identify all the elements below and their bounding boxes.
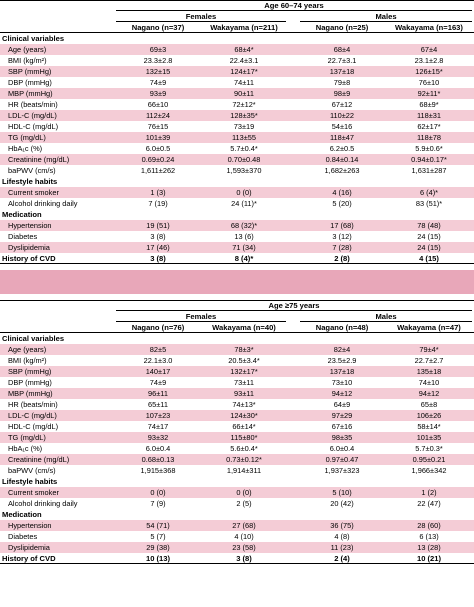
row-value: 22.1±3.0 bbox=[143, 356, 173, 365]
row-value: 71 (34) bbox=[232, 243, 256, 252]
section-header bbox=[0, 176, 474, 187]
row-value: 78±3* bbox=[234, 345, 254, 354]
column-header-row bbox=[0, 22, 474, 33]
rule-line bbox=[0, 0, 474, 1]
row-value: 90±11 bbox=[234, 89, 254, 98]
row-value: 4 (10) bbox=[234, 532, 254, 541]
row-value: 54±16 bbox=[331, 122, 353, 131]
row-value: 67±16 bbox=[331, 422, 353, 431]
row-label: LDL-C (mg/dL) bbox=[8, 411, 57, 420]
row-value: 24 (15) bbox=[417, 232, 441, 241]
row-value: 65±8 bbox=[420, 400, 438, 409]
section-header bbox=[0, 509, 474, 520]
table-row bbox=[0, 366, 474, 377]
row-label: Alcohol drinking daily bbox=[8, 499, 78, 508]
section-label: Medication bbox=[2, 510, 42, 519]
row-value: 74±9 bbox=[149, 78, 167, 87]
row-value: 106±26 bbox=[416, 411, 442, 420]
row-value: 83 (51)* bbox=[415, 199, 443, 208]
row-label: HR (beats/min) bbox=[8, 100, 58, 109]
row-value: 20 (42) bbox=[330, 499, 354, 508]
row-value: 79±4* bbox=[419, 345, 439, 354]
row-label: baPWV (cm/s) bbox=[8, 166, 56, 175]
row-value: 69±3 bbox=[149, 45, 167, 54]
row-value: 0.68±0.13 bbox=[141, 455, 175, 464]
row-value: 0.70±0.48 bbox=[227, 155, 261, 164]
row-value: 17 (68) bbox=[330, 221, 354, 230]
row-value: 107±23 bbox=[145, 411, 171, 420]
row-value: 22 (47) bbox=[417, 499, 441, 508]
row-value: 74±10 bbox=[418, 378, 440, 387]
row-value: 3 (12) bbox=[332, 232, 352, 241]
row-value: 73±10 bbox=[331, 378, 353, 387]
table-row bbox=[0, 443, 474, 454]
column-header: Nagano (n=25) bbox=[315, 23, 369, 32]
row-label: TG (mg/dL) bbox=[8, 133, 46, 142]
row-value: 10 (13) bbox=[145, 554, 171, 563]
table-row bbox=[0, 132, 474, 143]
row-value: 23.5±2.9 bbox=[327, 356, 357, 365]
row-value: 76±15 bbox=[147, 122, 169, 131]
table-row bbox=[0, 165, 474, 176]
table-row bbox=[0, 242, 474, 253]
table-title-row bbox=[0, 0, 474, 11]
row-value: 5.7±0.4* bbox=[230, 144, 258, 153]
row-label: BMI (kg/m²) bbox=[8, 56, 47, 65]
column-header: Wakayama (n=163) bbox=[395, 23, 463, 32]
row-value: 58±14* bbox=[417, 422, 441, 431]
row-value: 112±24 bbox=[145, 111, 171, 120]
table-row bbox=[0, 454, 474, 465]
row-label: TG (mg/dL) bbox=[8, 433, 46, 442]
table-row bbox=[0, 553, 474, 564]
column-header-row bbox=[0, 322, 474, 333]
row-value: 0.69±0.24 bbox=[141, 155, 175, 164]
column-header: Wakayama (n=40) bbox=[212, 323, 276, 332]
row-value: 68±4* bbox=[234, 45, 254, 54]
row-value: 66±14* bbox=[232, 422, 256, 431]
table-1 bbox=[0, 300, 474, 564]
table-row bbox=[0, 66, 474, 77]
row-value: 97±29 bbox=[331, 411, 353, 420]
row-value: 5 (10) bbox=[332, 488, 352, 497]
row-value: 1 (3) bbox=[150, 188, 166, 197]
table-row bbox=[0, 531, 474, 542]
row-value: 3 (8) bbox=[150, 232, 166, 241]
row-label: Diabetes bbox=[8, 532, 38, 541]
table-row bbox=[0, 421, 474, 432]
row-value: 6.0±0.4 bbox=[145, 444, 171, 453]
section-header bbox=[0, 33, 474, 44]
row-value: 93±11 bbox=[234, 389, 254, 398]
group-header-females: Females bbox=[185, 312, 217, 321]
table-row bbox=[0, 198, 474, 209]
table-row bbox=[0, 187, 474, 198]
table-separator-band bbox=[0, 270, 474, 294]
row-value: 98±35 bbox=[331, 433, 353, 442]
row-value: 13 (28) bbox=[417, 543, 441, 552]
row-value: 65±11 bbox=[148, 400, 168, 409]
row-value: 23.1±2.8 bbox=[414, 56, 444, 65]
row-label: Age (years) bbox=[8, 345, 47, 354]
row-label: HDL-C (mg/dL) bbox=[8, 122, 59, 131]
row-value: 28 (60) bbox=[417, 521, 441, 530]
row-value: 68±9* bbox=[419, 100, 439, 109]
row-value: 22.4±3.1 bbox=[229, 56, 259, 65]
row-value: 7 (28) bbox=[332, 243, 352, 252]
row-value: 118±78 bbox=[416, 133, 442, 142]
group-header-males: Males bbox=[375, 12, 397, 21]
table-row bbox=[0, 77, 474, 88]
row-label: MBP (mmHg) bbox=[8, 389, 53, 398]
table-row bbox=[0, 465, 474, 476]
table-row bbox=[0, 432, 474, 443]
row-label: Age (years) bbox=[8, 45, 47, 54]
section-label: Medication bbox=[2, 210, 42, 219]
row-value: 118±31 bbox=[416, 111, 442, 120]
row-value: 23.3±2.8 bbox=[143, 56, 173, 65]
row-label: HR (beats/min) bbox=[8, 400, 58, 409]
table-row bbox=[0, 121, 474, 132]
row-value: 98±9 bbox=[333, 89, 351, 98]
row-value: 96±11 bbox=[148, 389, 168, 398]
row-value: 2 (4) bbox=[334, 554, 350, 563]
row-value: 2 (5) bbox=[236, 499, 252, 508]
row-value: 6 (13) bbox=[419, 532, 439, 541]
group-header-row bbox=[0, 311, 474, 322]
table-row bbox=[0, 498, 474, 509]
column-header: Nagano (n=37) bbox=[131, 23, 185, 32]
row-value: 94±12 bbox=[331, 389, 353, 398]
group-header-row bbox=[0, 11, 474, 22]
row-value: 5.6±0.4* bbox=[230, 444, 258, 453]
row-value: 1,682±263 bbox=[324, 166, 360, 175]
row-label: BMI (kg/m²) bbox=[8, 356, 47, 365]
row-value: 5.9±0.6* bbox=[415, 144, 443, 153]
table-row bbox=[0, 388, 474, 399]
row-value: 0.94±0.17* bbox=[411, 155, 447, 164]
column-header: Wakayama (n=47) bbox=[397, 323, 461, 332]
row-value: 0 (0) bbox=[150, 488, 166, 497]
row-label: Current smoker bbox=[8, 488, 59, 497]
column-header: Wakayama (n=211) bbox=[210, 23, 278, 32]
row-value: 10 (21) bbox=[416, 554, 442, 563]
row-value: 7 (19) bbox=[148, 199, 168, 208]
table-row bbox=[0, 520, 474, 531]
row-value: 115±80* bbox=[230, 433, 258, 442]
row-value: 36 (75) bbox=[330, 521, 354, 530]
table-row bbox=[0, 399, 474, 410]
row-value: 13 (6) bbox=[234, 232, 254, 241]
row-label: History of CVD bbox=[2, 254, 56, 263]
table-row bbox=[0, 99, 474, 110]
row-value: 126±15* bbox=[415, 67, 443, 76]
row-value: 4 (16) bbox=[332, 188, 352, 197]
row-value: 132±15 bbox=[145, 67, 171, 76]
table-row bbox=[0, 88, 474, 99]
table-row bbox=[0, 355, 474, 366]
row-label: History of CVD bbox=[2, 554, 56, 563]
row-value: 128±35* bbox=[230, 111, 258, 120]
table-0 bbox=[0, 0, 474, 264]
row-value: 1,593±370 bbox=[226, 166, 262, 175]
table-title-row bbox=[0, 300, 474, 311]
row-value: 101±35 bbox=[416, 433, 442, 442]
row-value: 67±12 bbox=[331, 100, 353, 109]
row-value: 137±18 bbox=[329, 367, 355, 376]
row-value: 76±10 bbox=[418, 78, 440, 87]
column-header: Nagano (n=76) bbox=[131, 323, 185, 332]
table-row bbox=[0, 253, 474, 264]
row-value: 82±4 bbox=[333, 345, 351, 354]
row-value: 1,937±323 bbox=[324, 466, 360, 475]
row-value: 4 (8) bbox=[334, 532, 350, 541]
row-value: 0.97±0.47 bbox=[325, 455, 359, 464]
row-value: 7 (9) bbox=[150, 499, 166, 508]
section-label: Lifestyle habits bbox=[2, 477, 58, 486]
row-value: 1,915±368 bbox=[140, 466, 176, 475]
row-value: 118±47 bbox=[329, 133, 355, 142]
row-value: 94±12 bbox=[418, 389, 440, 398]
row-value: 0.84±0.14 bbox=[325, 155, 359, 164]
row-value: 101±39 bbox=[145, 133, 171, 142]
row-label: SBP (mmHg) bbox=[8, 67, 52, 76]
section-label: Clinical variables bbox=[2, 334, 65, 343]
row-value: 64±9 bbox=[333, 400, 351, 409]
row-label: DBP (mmHg) bbox=[8, 378, 52, 387]
table-row bbox=[0, 344, 474, 355]
column-header: Nagano (n=48) bbox=[315, 323, 369, 332]
row-label: MBP (mmHg) bbox=[8, 89, 53, 98]
row-value: 4 (15) bbox=[419, 254, 439, 263]
row-value: 5.7±0.3* bbox=[415, 444, 443, 453]
row-value: 72±12* bbox=[232, 100, 256, 109]
row-label: HbA₁c (%) bbox=[8, 144, 43, 153]
section-header bbox=[0, 209, 474, 220]
row-label: Current smoker bbox=[8, 188, 59, 197]
row-label: Hypertension bbox=[8, 221, 52, 230]
row-value: 82±5 bbox=[149, 345, 167, 354]
row-label: SBP (mmHg) bbox=[8, 367, 52, 376]
row-label: Creatinine (mg/dL) bbox=[8, 155, 70, 164]
row-value: 6 (4)* bbox=[419, 188, 439, 197]
row-value: 6.0±0.5 bbox=[145, 144, 171, 153]
row-value: 2 (8) bbox=[334, 254, 350, 263]
row-value: 0.73±0.12* bbox=[226, 455, 262, 464]
row-label: Dyslipidemia bbox=[8, 543, 50, 552]
row-value: 5 (7) bbox=[150, 532, 166, 541]
row-label: Hypertension bbox=[8, 521, 52, 530]
table-row bbox=[0, 487, 474, 498]
table-row bbox=[0, 410, 474, 421]
row-value: 3 (8) bbox=[236, 554, 252, 563]
row-value: 22.7±3.1 bbox=[327, 56, 357, 65]
row-value: 1 (2) bbox=[421, 488, 437, 497]
row-value: 137±18 bbox=[329, 67, 355, 76]
rule-line bbox=[0, 563, 474, 564]
row-value: 68±4 bbox=[333, 45, 351, 54]
row-label: LDL-C (mg/dL) bbox=[8, 111, 57, 120]
table-row bbox=[0, 110, 474, 121]
row-value: 0.95±0.21 bbox=[412, 455, 446, 464]
group-header-females: Females bbox=[185, 12, 217, 21]
section-label: Clinical variables bbox=[2, 34, 65, 43]
table-row bbox=[0, 220, 474, 231]
row-value: 6.0±0.4 bbox=[329, 444, 355, 453]
row-label: HbA₁c (%) bbox=[8, 444, 43, 453]
row-value: 67±4 bbox=[420, 45, 438, 54]
row-value: 17 (46) bbox=[146, 243, 170, 252]
row-value: 124±30* bbox=[230, 411, 258, 420]
row-value: 20.5±3.4* bbox=[228, 356, 260, 365]
row-value: 24 (11)* bbox=[231, 199, 257, 208]
section-label: Lifestyle habits bbox=[2, 177, 58, 186]
section-header bbox=[0, 476, 474, 487]
row-value: 27 (68) bbox=[232, 521, 256, 530]
rule-line bbox=[0, 263, 474, 264]
group-header-males: Males bbox=[375, 312, 397, 321]
row-value: 1,611±262 bbox=[140, 166, 176, 175]
row-value: 132±17* bbox=[230, 367, 258, 376]
row-value: 3 (8) bbox=[150, 254, 166, 263]
row-value: 66±10 bbox=[147, 100, 169, 109]
row-value: 62±17* bbox=[417, 122, 441, 131]
row-value: 54 (71) bbox=[146, 521, 170, 530]
row-value: 22.7±2.7 bbox=[414, 356, 444, 365]
row-value: 74±9 bbox=[149, 378, 167, 387]
row-label: Creatinine (mg/dL) bbox=[8, 455, 70, 464]
row-value: 68 (32)* bbox=[230, 221, 258, 230]
row-label: HDL-C (mg/dL) bbox=[8, 422, 59, 431]
row-label: DBP (mmHg) bbox=[8, 78, 52, 87]
row-value: 73±11 bbox=[234, 378, 254, 387]
row-value: 1,966±342 bbox=[411, 466, 447, 475]
row-value: 135±18 bbox=[416, 367, 442, 376]
table-row bbox=[0, 143, 474, 154]
row-value: 1,914±311 bbox=[226, 466, 262, 475]
row-value: 8 (4)* bbox=[234, 254, 254, 263]
row-value: 19 (51) bbox=[146, 221, 170, 230]
row-value: 93±9 bbox=[149, 89, 167, 98]
row-value: 11 (23) bbox=[330, 543, 354, 552]
row-value: 5 (20) bbox=[332, 199, 352, 208]
table-row bbox=[0, 231, 474, 242]
section-header bbox=[0, 333, 474, 344]
rule-line bbox=[0, 300, 474, 301]
row-value: 29 (38) bbox=[146, 543, 170, 552]
table-row bbox=[0, 377, 474, 388]
row-value: 6.2±0.5 bbox=[329, 144, 355, 153]
row-value: 92±11* bbox=[417, 89, 441, 98]
row-value: 110±22 bbox=[329, 111, 355, 120]
row-value: 124±17* bbox=[230, 67, 258, 76]
table-row bbox=[0, 154, 474, 165]
row-value: 113±55 bbox=[231, 133, 257, 142]
row-value: 93±32 bbox=[147, 433, 169, 442]
row-value: 140±17 bbox=[145, 367, 171, 376]
row-value: 74±13* bbox=[232, 400, 256, 409]
row-value: 79±8 bbox=[333, 78, 351, 87]
row-label: Alcohol drinking daily bbox=[8, 199, 78, 208]
row-label: baPWV (cm/s) bbox=[8, 466, 56, 475]
row-value: 78 (48) bbox=[417, 221, 441, 230]
table-row bbox=[0, 55, 474, 66]
row-value: 23 (58) bbox=[232, 543, 256, 552]
row-value: 24 (15) bbox=[417, 243, 441, 252]
table-row bbox=[0, 44, 474, 55]
row-value: 73±19 bbox=[233, 122, 255, 131]
row-label: Diabetes bbox=[8, 232, 38, 241]
row-value: 0 (0) bbox=[236, 188, 252, 197]
row-label: Dyslipidemia bbox=[8, 243, 50, 252]
row-value: 0 (0) bbox=[236, 488, 252, 497]
row-value: 1,631±287 bbox=[411, 166, 447, 175]
row-value: 74±11 bbox=[234, 78, 254, 87]
table-title: Age 60–74 years bbox=[264, 1, 324, 10]
row-value: 74±17 bbox=[147, 422, 169, 431]
table-row bbox=[0, 542, 474, 553]
table-title: Age ≥75 years bbox=[268, 301, 320, 310]
